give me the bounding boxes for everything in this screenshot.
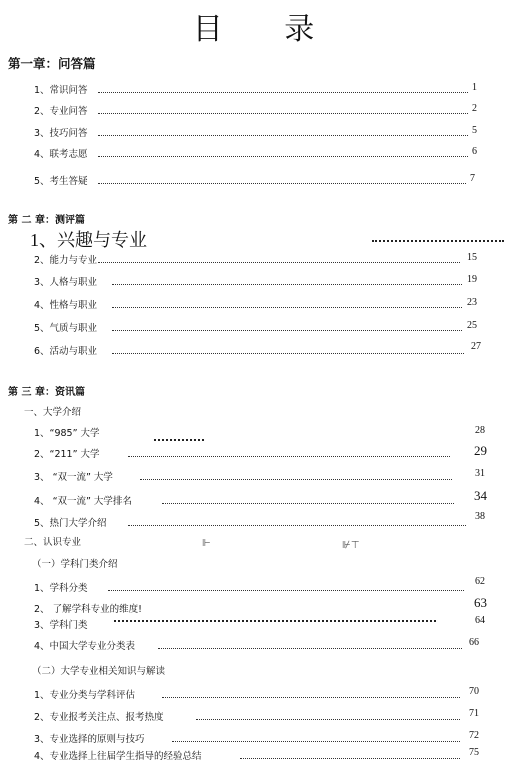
toc-entry-label[interactable]: 1、兴趣与专业 [30, 230, 147, 250]
section-heading: 一、大学介绍 [24, 407, 82, 418]
toc-page-number: 15 [467, 252, 477, 263]
chapter-1-heading: 第一章：问答篇 [8, 56, 96, 71]
toc-page-number: 70 [469, 686, 479, 697]
toc-page-number: 5 [472, 125, 477, 136]
leader-dots [108, 590, 464, 591]
toc-entry-label[interactable]: 3、人格与职业 [34, 277, 98, 288]
leader-dots [162, 697, 460, 698]
leader-dots [172, 741, 460, 742]
toc-page-number: 19 [467, 274, 477, 285]
toc-entry-label[interactable]: 3、技巧问答 [34, 128, 88, 139]
toc-page-number: 1 [472, 82, 477, 93]
leader-dots [112, 353, 464, 354]
leader-dots [154, 439, 204, 441]
leader-dots [372, 240, 504, 242]
leader-dots [98, 262, 460, 263]
toc-entry-label[interactable]: 5、热门大学介绍 [34, 518, 107, 529]
toc-page-number: 72 [469, 730, 479, 741]
toc-entry-label[interactable]: 1、学科分类 [34, 583, 88, 594]
subsection-heading: （二）大学专业相关知识与解读 [32, 666, 166, 677]
toc-entry-label[interactable]: 2、“211” 大学 [34, 449, 100, 460]
leader-dots [112, 330, 462, 331]
scan-artifact-mark: ⊩ [202, 538, 211, 549]
toc-page-number: 62 [475, 576, 485, 587]
toc-entry-label[interactable]: 2、 了解学科专业的维度! [34, 604, 142, 615]
section-heading: 二、认识专业 [24, 537, 82, 548]
toc-page-number: 2 [472, 103, 477, 114]
toc-page-number: 7 [470, 173, 475, 184]
leader-dots [128, 456, 450, 457]
toc-page-number: 6 [472, 146, 477, 157]
leader-dots [196, 719, 460, 720]
toc-entry-label[interactable]: 4、性格与职业 [34, 300, 98, 311]
toc-entry-label[interactable]: 2、能力与专业 [34, 255, 98, 266]
toc-entry-label[interactable]: 4、 “双一流” 大学排名 [34, 496, 132, 507]
toc-page-number: 31 [475, 468, 485, 479]
toc-entry-label[interactable]: 3、学科门类 [34, 620, 88, 631]
toc-entry-label[interactable]: 2、专业问答 [34, 106, 88, 117]
toc-page-number: 63 [474, 595, 487, 610]
leader-dots [98, 156, 468, 157]
toc-entry-label[interactable]: 2、专业报考关注点、报考热度 [34, 712, 164, 723]
leader-dots [112, 284, 462, 285]
scan-artifact-mark: ⊮⊤ [342, 540, 360, 551]
page-title: 目 录 [192, 12, 341, 47]
toc-page-number: 34 [474, 488, 487, 503]
leader-dots [240, 758, 460, 759]
toc-page-number: 29 [474, 443, 487, 458]
leader-dots [112, 307, 462, 308]
leader-dots [128, 525, 466, 526]
toc-page-number: 38 [475, 511, 485, 522]
toc-page-number: 25 [467, 320, 477, 331]
leader-dots [98, 92, 468, 93]
toc-entry-label[interactable]: 3、专业选择的原则与技巧 [34, 734, 145, 745]
toc-entry-label[interactable]: 4、专业选择上往届学生指导的经验总结 [34, 751, 202, 762]
chapter-3-heading: 第 三 章：资讯篇 [8, 387, 85, 398]
toc-entry-label[interactable]: 4、中国大学专业分类表 [34, 641, 136, 652]
toc-entry-label[interactable]: 5、考生答疑 [34, 176, 88, 187]
toc-page-number: 66 [469, 637, 479, 648]
toc-page-number: 27 [471, 341, 481, 352]
toc-entry-label[interactable]: 1、常识问答 [34, 85, 88, 96]
toc-entry-label[interactable]: 1、专业分类与学科评估 [34, 690, 136, 701]
toc-page-number: 75 [469, 747, 479, 758]
leader-dots [158, 648, 462, 649]
leader-dots [98, 183, 466, 184]
leader-dots [162, 503, 454, 504]
toc-page-number: 64 [475, 615, 485, 626]
toc-entry-label[interactable]: 4、联考志愿 [34, 149, 88, 160]
toc-entry-label[interactable]: 5、气质与职业 [34, 323, 98, 334]
leader-dots [98, 135, 468, 136]
toc-page-number: 23 [467, 297, 477, 308]
chapter-2-heading: 第 二 章：测评篇 [8, 215, 85, 226]
subsection-heading: （一）学科门类介绍 [32, 559, 118, 570]
toc-page-number: 71 [469, 708, 479, 719]
leader-dots [140, 479, 452, 480]
toc-page-number: 28 [475, 425, 485, 436]
toc-entry-label[interactable]: 1、“985” 大学 [34, 428, 100, 439]
leader-dots [114, 620, 436, 622]
toc-entry-label[interactable]: 6、活动与职业 [34, 346, 98, 357]
toc-entry-label[interactable]: 3、 “双一流” 大学 [34, 472, 113, 483]
leader-dots [98, 113, 468, 114]
